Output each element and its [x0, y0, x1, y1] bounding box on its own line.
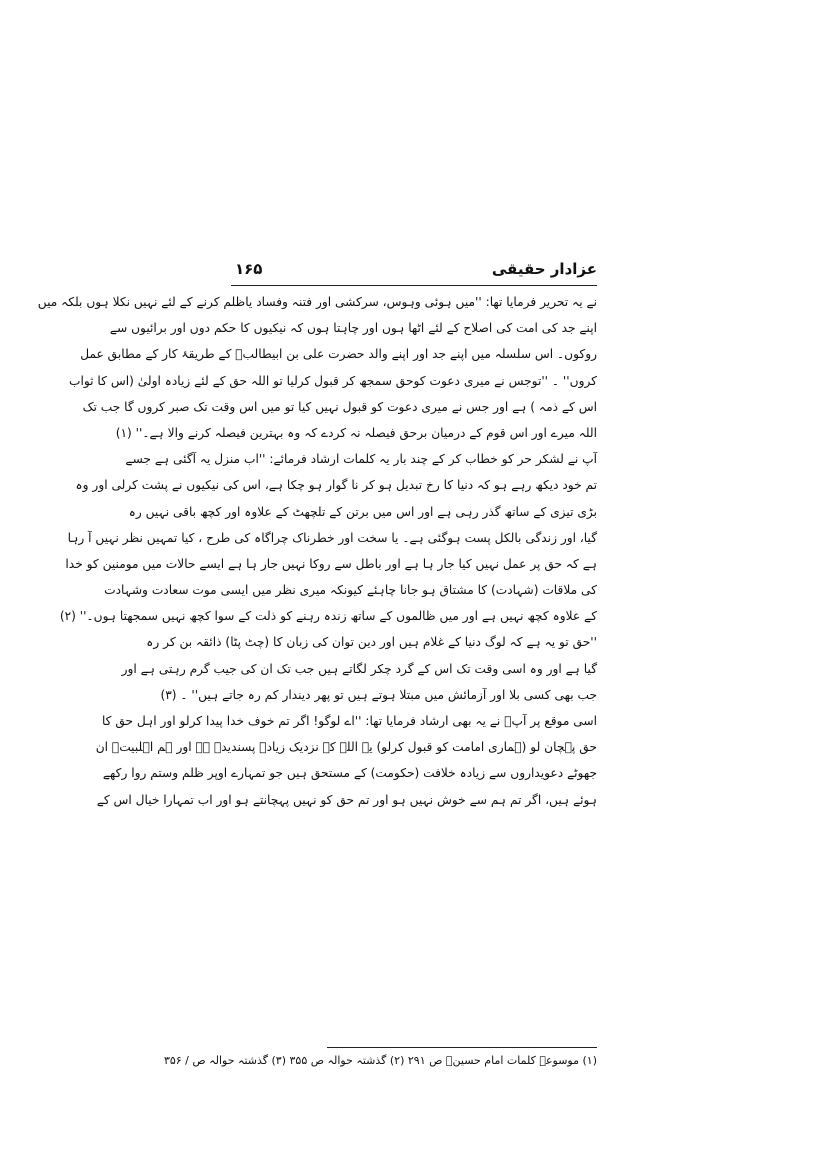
footnote-divider	[327, 1047, 597, 1048]
text-line: اپنے جد کی امت کی اصلاح کے لئے اٹھا ہوں اور چاہتا ہوں کہ نیکیوں کا حکم دوں اور برائیوں سے	[109, 321, 597, 336]
text-line: ہوئے ہیں، اگر تم ہم سے خوش نہیں ہو اور تم حق کو نہیں پہچانتے ہو اور اب تمہارا خیال اس کے	[96, 792, 597, 807]
running-header	[231, 258, 597, 284]
main-text	[37, 289, 597, 813]
text-line: نے یہ تحریر فرمایا تھا: ''میں ہوئی وہوس، سرکشی اور فتنہ وفساد یاظلم کرنے کے لئے نہیں نکلا ہوں بلکہ میں	[37, 295, 597, 309]
text-line: گیا، اور زندگی بالکل پست ہوگئی ہے۔ یا سخت اور خطرناک چراگاہ کی طرح ، کیا تمہیں نظر نہیں آ رہا	[67, 530, 597, 545]
text-line: ہے کہ حق پر عمل نہیں کیا جار ہا ہے اور باطل سے روکا نہیں جار ہا ہے ایسے حالات میں مومنین کو خدا	[65, 556, 597, 571]
text-line: آپ نے لشکر حر کو خطاب کر کے چند بار یہ کلمات ارشاد فرمائے: ''اب منزل یہ آگئی ہے جسے	[125, 452, 597, 467]
text-line: اللہ میرے اور اس قوم کے درمیان برحق فیصلہ نہ کردے کہ وہ بہترین فیصلہ کرنے والا ہے۔'' (۱)	[115, 425, 597, 440]
text-line: کی ملاقات (شہادت) کا مشتاق ہو جانا چاہئے کیونکہ میری نظر میں ایسی موت سعادت وشہادت	[104, 583, 597, 598]
header-divider	[231, 285, 597, 286]
text-line: اس کے ذمہ ) ہے اور جس نے میری دعوت کو قبول نہیں کیا تو میں اس وقت تک صبر کروں گا جب تک	[82, 399, 597, 414]
text-line: گیا ہے اور وہ اسی وقت تک اس کے گرد چکر لگاتے ہیں جب تک ان کی جیب گرم رہتی ہے اور	[121, 661, 597, 676]
text-line: کے علاوہ کچھ نہیں ہے اور میں ظالموں کے ساتھ زندہ رہنے کو ذلت کے سوا کچھ نہیں سمجھتا ہوں۔'' (۲)	[59, 609, 597, 624]
text-line: کروں'' ۔ ''توجس نے میری دعوت کوحق سمجھ کر قبول کرلیا تو اللہ حق کے لئے زیادہ اولیٰ (اس کا ثواب	[69, 373, 597, 388]
text-line: اسی موقع پر آپؑ نے یہ بھی ارشاد فرمایا تھا: ''اے لوگو! اگر تم خوف خدا پیدا کرلو اور اہل حق کا	[101, 714, 597, 728]
text-line: ''حق تو یہ ہے کہ لوگ دنیا کے غلام ہیں اور دین توان کی زبان کا (چٹ پٹا) ذائقہ بن کر رہ	[146, 635, 597, 650]
text-line: روکوں۔ اس سلسلہ میں اپنے جد اور اپنے والد حضرت علی بن ابیطالبؑ کے طریقۂ کار کے مطابق عمل	[80, 347, 597, 362]
footnote-references: (۱) موسوعہ کلمات امام حسینؑ ص ۲۹۱ (۲) گذشتہ حوالہ ص ۳۵۵ (۳) گذشتہ حوالہ ص / ۳۵۶	[163, 1054, 597, 1067]
page-number: ۱۶۵	[235, 260, 263, 278]
text-line: جب بھی کسی بلا اور آزمائش میں مبتلا ہوتے ہیں تو پھر دیندار کم رہ جاتے ہیں'' ۔ (۳)	[160, 687, 597, 702]
text-line: تم خود دیکھ رہے ہو کہ دنیا کا رخ تبدیل ہو کر نا گوار ہو چکا ہے، اس کی نیکیوں نے پشت کرلی اور وہ	[75, 478, 597, 493]
text-line: بڑی تیزی کے ساتھ گذر رہی ہے اور اس میں برتن کے تلچھٹ کے علاوہ اور کچھ باقی نہیں رہ	[128, 504, 597, 519]
book-title: عزادار حقیقی	[491, 260, 597, 278]
text-line: جھوٹے دعویداروں سے زیادہ خلافت (حکومت) کے مستحق ہیں جو تمہارے اوپر ظلم وستم روا رکھے	[102, 766, 597, 781]
text-line: حق پہچان لو (ہماری امامت کو قبول کرلو) یہ اللہ کے نزدیک زیادہ پسندیدہ ہے اور ہم اہلبیتؑ ان	[95, 740, 597, 755]
